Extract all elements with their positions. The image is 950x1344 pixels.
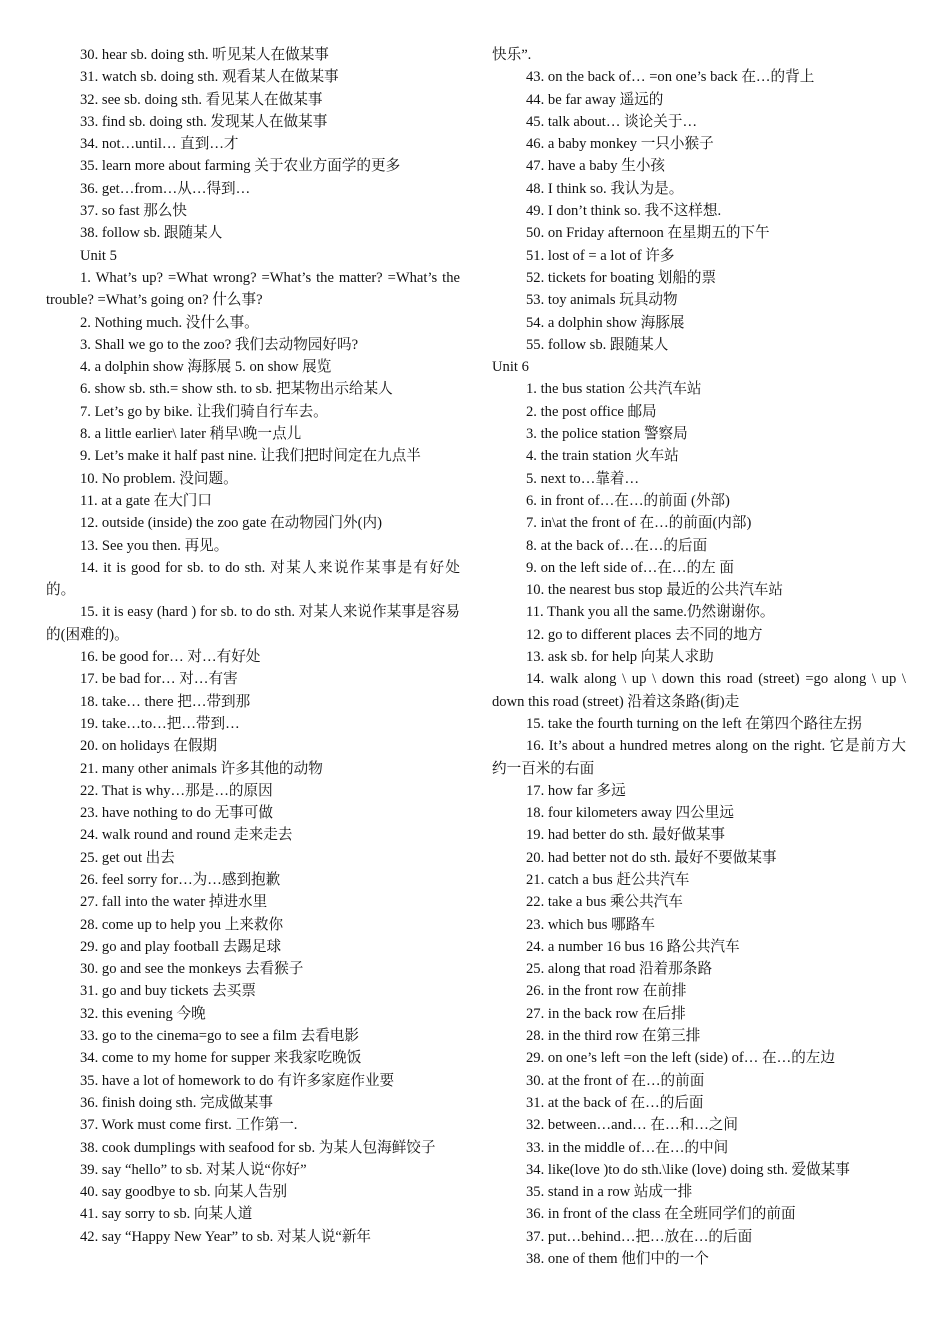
list-item: 26. feel sorry for…为…感到抱歉 — [80, 871, 281, 888]
list-item: 10. the nearest bus stop 最近的公共汽车站 — [526, 582, 783, 599]
list-item: 34. not…until… 直到…才 — [80, 136, 239, 153]
list-item: 30. go and see the monkeys 去看猴子 — [80, 961, 304, 978]
list-item: 36. get…from…从…得到… — [80, 180, 251, 197]
list-item: 33. in the middle of…在…的中间 — [526, 1139, 729, 1156]
list-item: 1. What’s up? =What wrong? =What’s the matter? =What’s the trouble? =What’s going on? 什么事? — [46, 269, 460, 309]
list-item: 34. come to my home for supper 来我家吃晚饭 — [80, 1050, 362, 1067]
continued-text: 快乐”. — [492, 47, 532, 63]
list-item: 55. follow sb. 跟随某人 — [526, 336, 669, 353]
list-item: 28. come up to help you 上来救你 — [80, 916, 284, 933]
list-item: 24. a number 16 bus 16 路公共汽车 — [526, 938, 740, 955]
list-item: 49. I don’t think so. 我不这样想. — [526, 203, 722, 220]
list-item: 12. outside (inside) the zoo gate 在动物园门外(内) — [80, 515, 382, 532]
right-column — [492, 44, 906, 1270]
list-item: 42. say “Happy New Year” to sb. 对某人说“新年 — [80, 1228, 372, 1245]
list-item: 8. at the back of…在…的后面 — [526, 537, 708, 554]
list-item: 38. one of them 他们中的一个 — [526, 1251, 709, 1268]
list-item: 32. between…and… 在…和…之间 — [526, 1117, 738, 1134]
list-item: 27. fall into the water 掉进水里 — [80, 894, 268, 911]
list-item: 33. go to the cinema=go to see a film 去看电影 — [80, 1028, 359, 1045]
list-item: 32. see sb. doing sth. 看见某人在做某事 — [80, 91, 323, 108]
list-item: 43. on the back of… =on one’s back 在…的背上 — [526, 69, 815, 86]
list-item: 31. go and buy tickets 去买票 — [80, 983, 256, 1000]
list-item: 20. had better not do sth. 最好不要做某事 — [526, 849, 777, 866]
list-item: 35. learn more about farming 关于农业方面学的更多 — [80, 158, 401, 175]
list-item: 35. stand in a row 站成一排 — [526, 1184, 693, 1201]
list-item: 39. say “hello” to sb. 对某人说“你好” — [80, 1161, 307, 1178]
list-item: 7. in\at the front of 在…的前面(内部) — [526, 515, 752, 532]
list-item: 13. See you then. 再见。 — [80, 537, 229, 554]
list-item: 52. tickets for boating 划船的票 — [526, 269, 717, 286]
list-item: 26. in the front row 在前排 — [526, 983, 687, 1000]
list-item: 6. in front of…在…的前面 (外部) — [526, 492, 730, 509]
list-item: 11. Thank you all the same.仍然谢谢你。 — [526, 604, 775, 621]
list-item: 46. a baby monkey 一只小猴子 — [526, 136, 714, 153]
list-item: 29. on one’s left =on the left (side) of… 在…的左边 — [526, 1050, 835, 1067]
list-item: 37. Work must come first. 工作第一. — [80, 1117, 298, 1134]
list-item: 45. talk about… 谈论关于… — [526, 113, 698, 130]
list-item: 3. the police station 警察局 — [526, 426, 688, 443]
list-item: 54. a dolphin show 海豚展 — [526, 314, 685, 331]
list-item: 27. in the back row 在后排 — [526, 1005, 686, 1022]
list-item: 33. find sb. doing sth. 发现某人在做某事 — [80, 113, 328, 130]
list-item: 53. toy animals 玩具动物 — [526, 292, 678, 309]
list-item: 14. it is good for sb. to do sth. 对某人来说作某事是有好处的。 — [46, 559, 460, 599]
list-item: 51. lost of = a lot of 许多 — [526, 247, 675, 264]
list-item: 24. walk round and round 走来走去 — [80, 827, 293, 844]
list-item: 17. be bad for… 对…有害 — [80, 671, 238, 688]
list-item: 32. this evening 今晚 — [80, 1005, 206, 1022]
list-item: 23. have nothing to do 无事可做 — [80, 805, 273, 822]
list-item: 13. ask sb. for help 向某人求助 — [526, 649, 714, 666]
list-item: 21. catch a bus 赶公共汽车 — [526, 871, 690, 888]
list-item: 36. in front of the class 在全班同学们的前面 — [526, 1206, 796, 1223]
list-item: 31. watch sb. doing sth. 观看某人在做某事 — [80, 69, 339, 86]
list-item: 35. have a lot of homework to do 有许多家庭作业要 — [80, 1072, 395, 1089]
list-item: 41. say sorry to sb. 向某人道 — [80, 1206, 253, 1223]
list-item: 48. I think so. 我认为是。 — [526, 180, 684, 197]
list-item: 14. walk along \ up \ down this road (street) =go along \ up \ down this road (street) 沿着这条路(街)走 — [492, 671, 906, 710]
list-item: 3. Shall we go to the zoo? 我们去动物园好吗? — [80, 336, 359, 353]
list-item: 20. on holidays 在假期 — [80, 738, 218, 755]
list-item: 22. take a bus 乘公共汽车 — [526, 894, 683, 911]
list-item: 34. like(love )to do sth.\like (love) doing sth. 爱做某事 — [526, 1161, 850, 1178]
list-item: 5. next to…靠着… — [526, 470, 640, 487]
list-item: 15. it is easy (hard ) for sb. to do sth. 对某人来说作某事是容易的(困难的)。 — [46, 604, 460, 643]
section-heading: Unit 5 — [80, 247, 117, 264]
list-item: 29. go and play football 去踢足球 — [80, 938, 282, 955]
list-item: 30. hear sb. doing sth. 听见某人在做某事 — [80, 47, 329, 63]
list-item: 4. the train station 火车站 — [526, 448, 679, 465]
list-item: 22. That is why…那是…的原因 — [80, 782, 273, 799]
list-item: 15. take the fourth turning on the left 在第四个路往左拐 — [526, 715, 863, 732]
list-item: 40. say goodbye to sb. 向某人告别 — [80, 1184, 288, 1201]
list-item: 4. a dolphin show 海豚展 5. on show 展览 — [80, 359, 332, 376]
list-item: 18. take… there 把…带到那 — [80, 693, 251, 710]
section-heading: Unit 6 — [492, 359, 529, 376]
list-item: 19. had better do sth. 最好做某事 — [526, 827, 726, 844]
list-item: 44. be far away 遥远的 — [526, 91, 664, 108]
list-item: 12. go to different places 去不同的地方 — [526, 626, 763, 643]
list-item: 31. at the back of 在…的后面 — [526, 1094, 704, 1111]
list-item: 11. at a gate 在大门口 — [80, 492, 212, 509]
list-item: 38. follow sb. 跟随某人 — [80, 225, 223, 242]
list-item: 16. be good for… 对…有好处 — [80, 649, 261, 666]
list-item: 18. four kilometers away 四公里远 — [526, 805, 734, 822]
list-item: 6. show sb. sth.= show sth. to sb. 把某物出示给某人 — [80, 381, 393, 398]
list-item: 37. so fast 那么快 — [80, 203, 188, 220]
left-column — [46, 44, 460, 1248]
list-item: 25. get out 出去 — [80, 849, 175, 866]
list-item: 2. Nothing much. 没什么事。 — [80, 314, 259, 331]
list-item: 30. at the front of 在…的前面 — [526, 1072, 705, 1089]
list-item: 38. cook dumplings with seafood for sb. 为某人包海鲜饺子 — [80, 1139, 436, 1156]
list-item: 1. the bus station 公共汽车站 — [526, 381, 702, 398]
list-item: 23. which bus 哪路车 — [526, 916, 655, 933]
list-item: 50. on Friday afternoon 在星期五的下午 — [526, 225, 770, 242]
list-item: 47. have a baby 生小孩 — [526, 158, 666, 175]
list-item: 8. a little earlier\ later 稍早\晚一点儿 — [80, 426, 302, 443]
list-item: 10. No problem. 没问题。 — [80, 470, 238, 487]
list-item: 36. finish doing sth. 完成做某事 — [80, 1094, 273, 1111]
list-item: 25. along that road 沿着那条路 — [526, 961, 713, 978]
list-item: 2. the post office 邮局 — [526, 403, 657, 420]
list-item: 7. Let’s go by bike. 让我们骑自行车去。 — [80, 403, 328, 420]
list-item: 37. put…behind…把…放在…的后面 — [526, 1228, 753, 1245]
list-item: 9. Let’s make it half past nine. 让我们把时间定在九点半 — [80, 448, 421, 465]
list-item: 28. in the third row 在第三排 — [526, 1028, 701, 1045]
list-item: 9. on the left side of…在…的左 面 — [526, 559, 734, 576]
list-item: 17. how far 多远 — [526, 782, 626, 799]
list-item: 16. It’s about a hundred metres along on the right. 它是前方大约一百米的右面 — [492, 738, 906, 777]
list-item: 19. take…to…把…带到… — [80, 715, 240, 732]
list-item: 21. many other animals 许多其他的动物 — [80, 760, 323, 777]
